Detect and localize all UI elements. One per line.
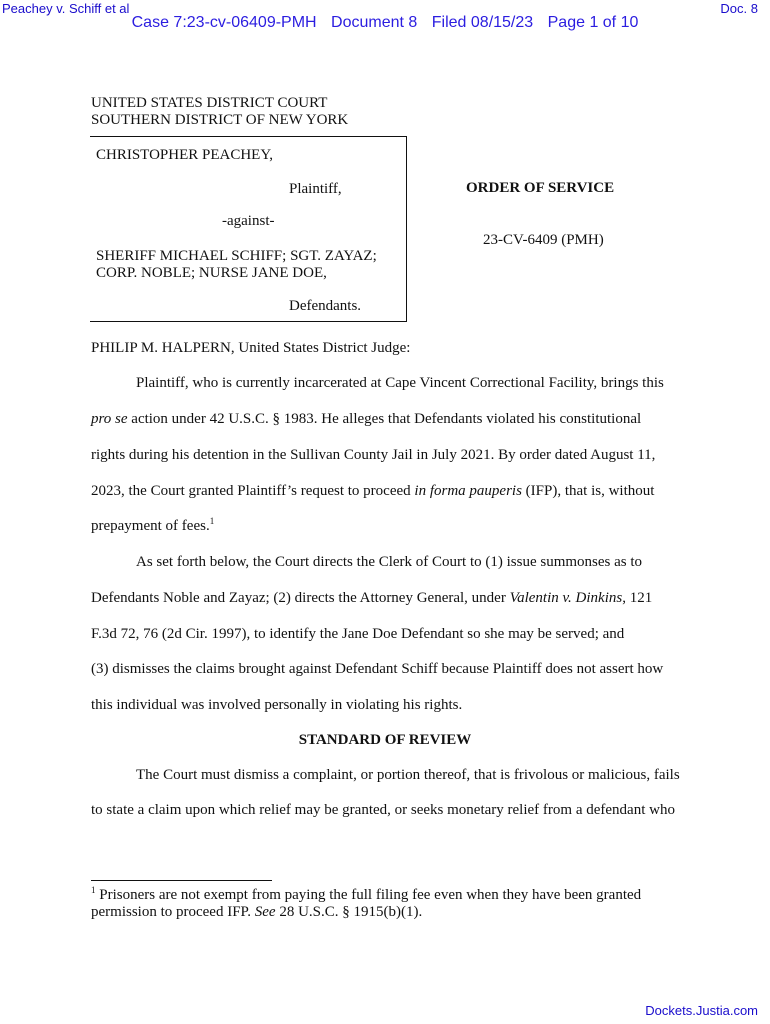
body-line: (3) dismisses the claims brought against Defendant Schiff because Plaintiff does not assert how bbox=[91, 661, 664, 677]
body-text: action under 42 U.S.C. § 1983. He alleges that Defendants violated his constitutional bbox=[127, 411, 642, 427]
body-line bbox=[91, 518, 691, 535]
defendants-line-1: SHERIFF MICHAEL SCHIFF; SGT. ZAYAZ; bbox=[96, 248, 377, 264]
body-line: F.3d 72, 76 (2d Cir. 1997), to identify the Jane Doe Defendant so she may be served; and bbox=[91, 626, 625, 642]
body-line: this individual was involved personally in violating his rights. bbox=[91, 697, 463, 713]
plaintiff-label: Plaintiff, bbox=[289, 181, 342, 197]
see-signal-italic: See bbox=[254, 904, 276, 920]
plaintiff-name: CHRISTOPHER PEACHEY, bbox=[96, 147, 273, 163]
body-text: prepayment of fees. bbox=[91, 518, 210, 534]
justia-link[interactable]: Dockets.Justia.com bbox=[645, 1003, 758, 1018]
footnote-text: permission to proceed IFP. bbox=[91, 904, 255, 920]
pro-se-italic: pro se bbox=[91, 411, 128, 427]
court-line-1: UNITED STATES DISTRICT COURT bbox=[91, 95, 328, 111]
document-number-link[interactable]: Doc. 8 bbox=[720, 1, 758, 16]
body-line bbox=[91, 411, 691, 428]
body-text: Defendants Noble and Zayaz; (2) directs the Attorney General, under bbox=[91, 590, 510, 606]
case-number: 23-CV-6409 (PMH) bbox=[483, 232, 604, 248]
footnote bbox=[91, 887, 641, 921]
section-heading: STANDARD OF REVIEW bbox=[298, 732, 472, 748]
order-title: ORDER OF SERVICE bbox=[466, 180, 615, 196]
body-line: The Court must dismiss a complaint, or portion thereof, that is frivolous or malicious, fails bbox=[136, 767, 680, 783]
body-line bbox=[91, 590, 691, 607]
judge-line: PHILIP M. HALPERN, United States District Judge: bbox=[91, 340, 411, 356]
defendants-line-2: CORP. NOBLE; NURSE JANE DOE, bbox=[96, 265, 327, 281]
body-text: (IFP), that is, without bbox=[521, 483, 655, 499]
body-line bbox=[91, 483, 691, 500]
body-text: 2023, the Court granted Plaintiff’s request to proceed bbox=[91, 483, 415, 499]
footnote-number: 1 bbox=[91, 885, 96, 895]
footnote-divider bbox=[91, 880, 272, 881]
body-line: Plaintiff, who is currently incarcerated at Cape Vincent Correctional Facility, brings this bbox=[136, 375, 664, 391]
footnote-text: 28 U.S.C. § 1915(b)(1). bbox=[275, 904, 423, 920]
court-name bbox=[91, 95, 348, 129]
body-text: , 121 bbox=[622, 590, 653, 606]
footnote-line-2 bbox=[91, 904, 641, 921]
body-line: to state a claim upon which relief may be granted, or seeks monetary relief from a defendant who bbox=[91, 802, 675, 818]
case-title-link[interactable]: Peachey v. Schiff et al bbox=[2, 1, 130, 16]
body-line: As set forth below, the Court directs the Clerk of Court to (1) issue summonses as to bbox=[136, 554, 643, 570]
defendants-label: Defendants. bbox=[289, 298, 362, 314]
ecf-filed-date: Filed 08/15/23 bbox=[431, 14, 534, 31]
case-citation-italic: Valentin v. Dinkins bbox=[509, 590, 623, 606]
footnote-line-1 bbox=[91, 887, 641, 904]
ifp-italic: in forma pauperis bbox=[414, 483, 522, 499]
ecf-page-count: Page 1 of 10 bbox=[547, 14, 639, 31]
ecf-document-number: Document 8 bbox=[331, 14, 418, 31]
against-label: -against- bbox=[222, 213, 275, 229]
ecf-case-number: Case 7:23-cv-06409-PMH bbox=[131, 14, 317, 31]
ecf-header bbox=[0, 14, 770, 32]
body-line: rights during his detention in the Sullivan County Jail in July 2021. By order dated August 11, bbox=[91, 447, 656, 463]
footnote-text: Prisoners are not exempt from paying the full filing fee even when they have been granted bbox=[95, 887, 642, 903]
court-line-2: SOUTHERN DISTRICT OF NEW YORK bbox=[91, 112, 349, 128]
footnote-reference[interactable]: 1 bbox=[209, 516, 215, 526]
